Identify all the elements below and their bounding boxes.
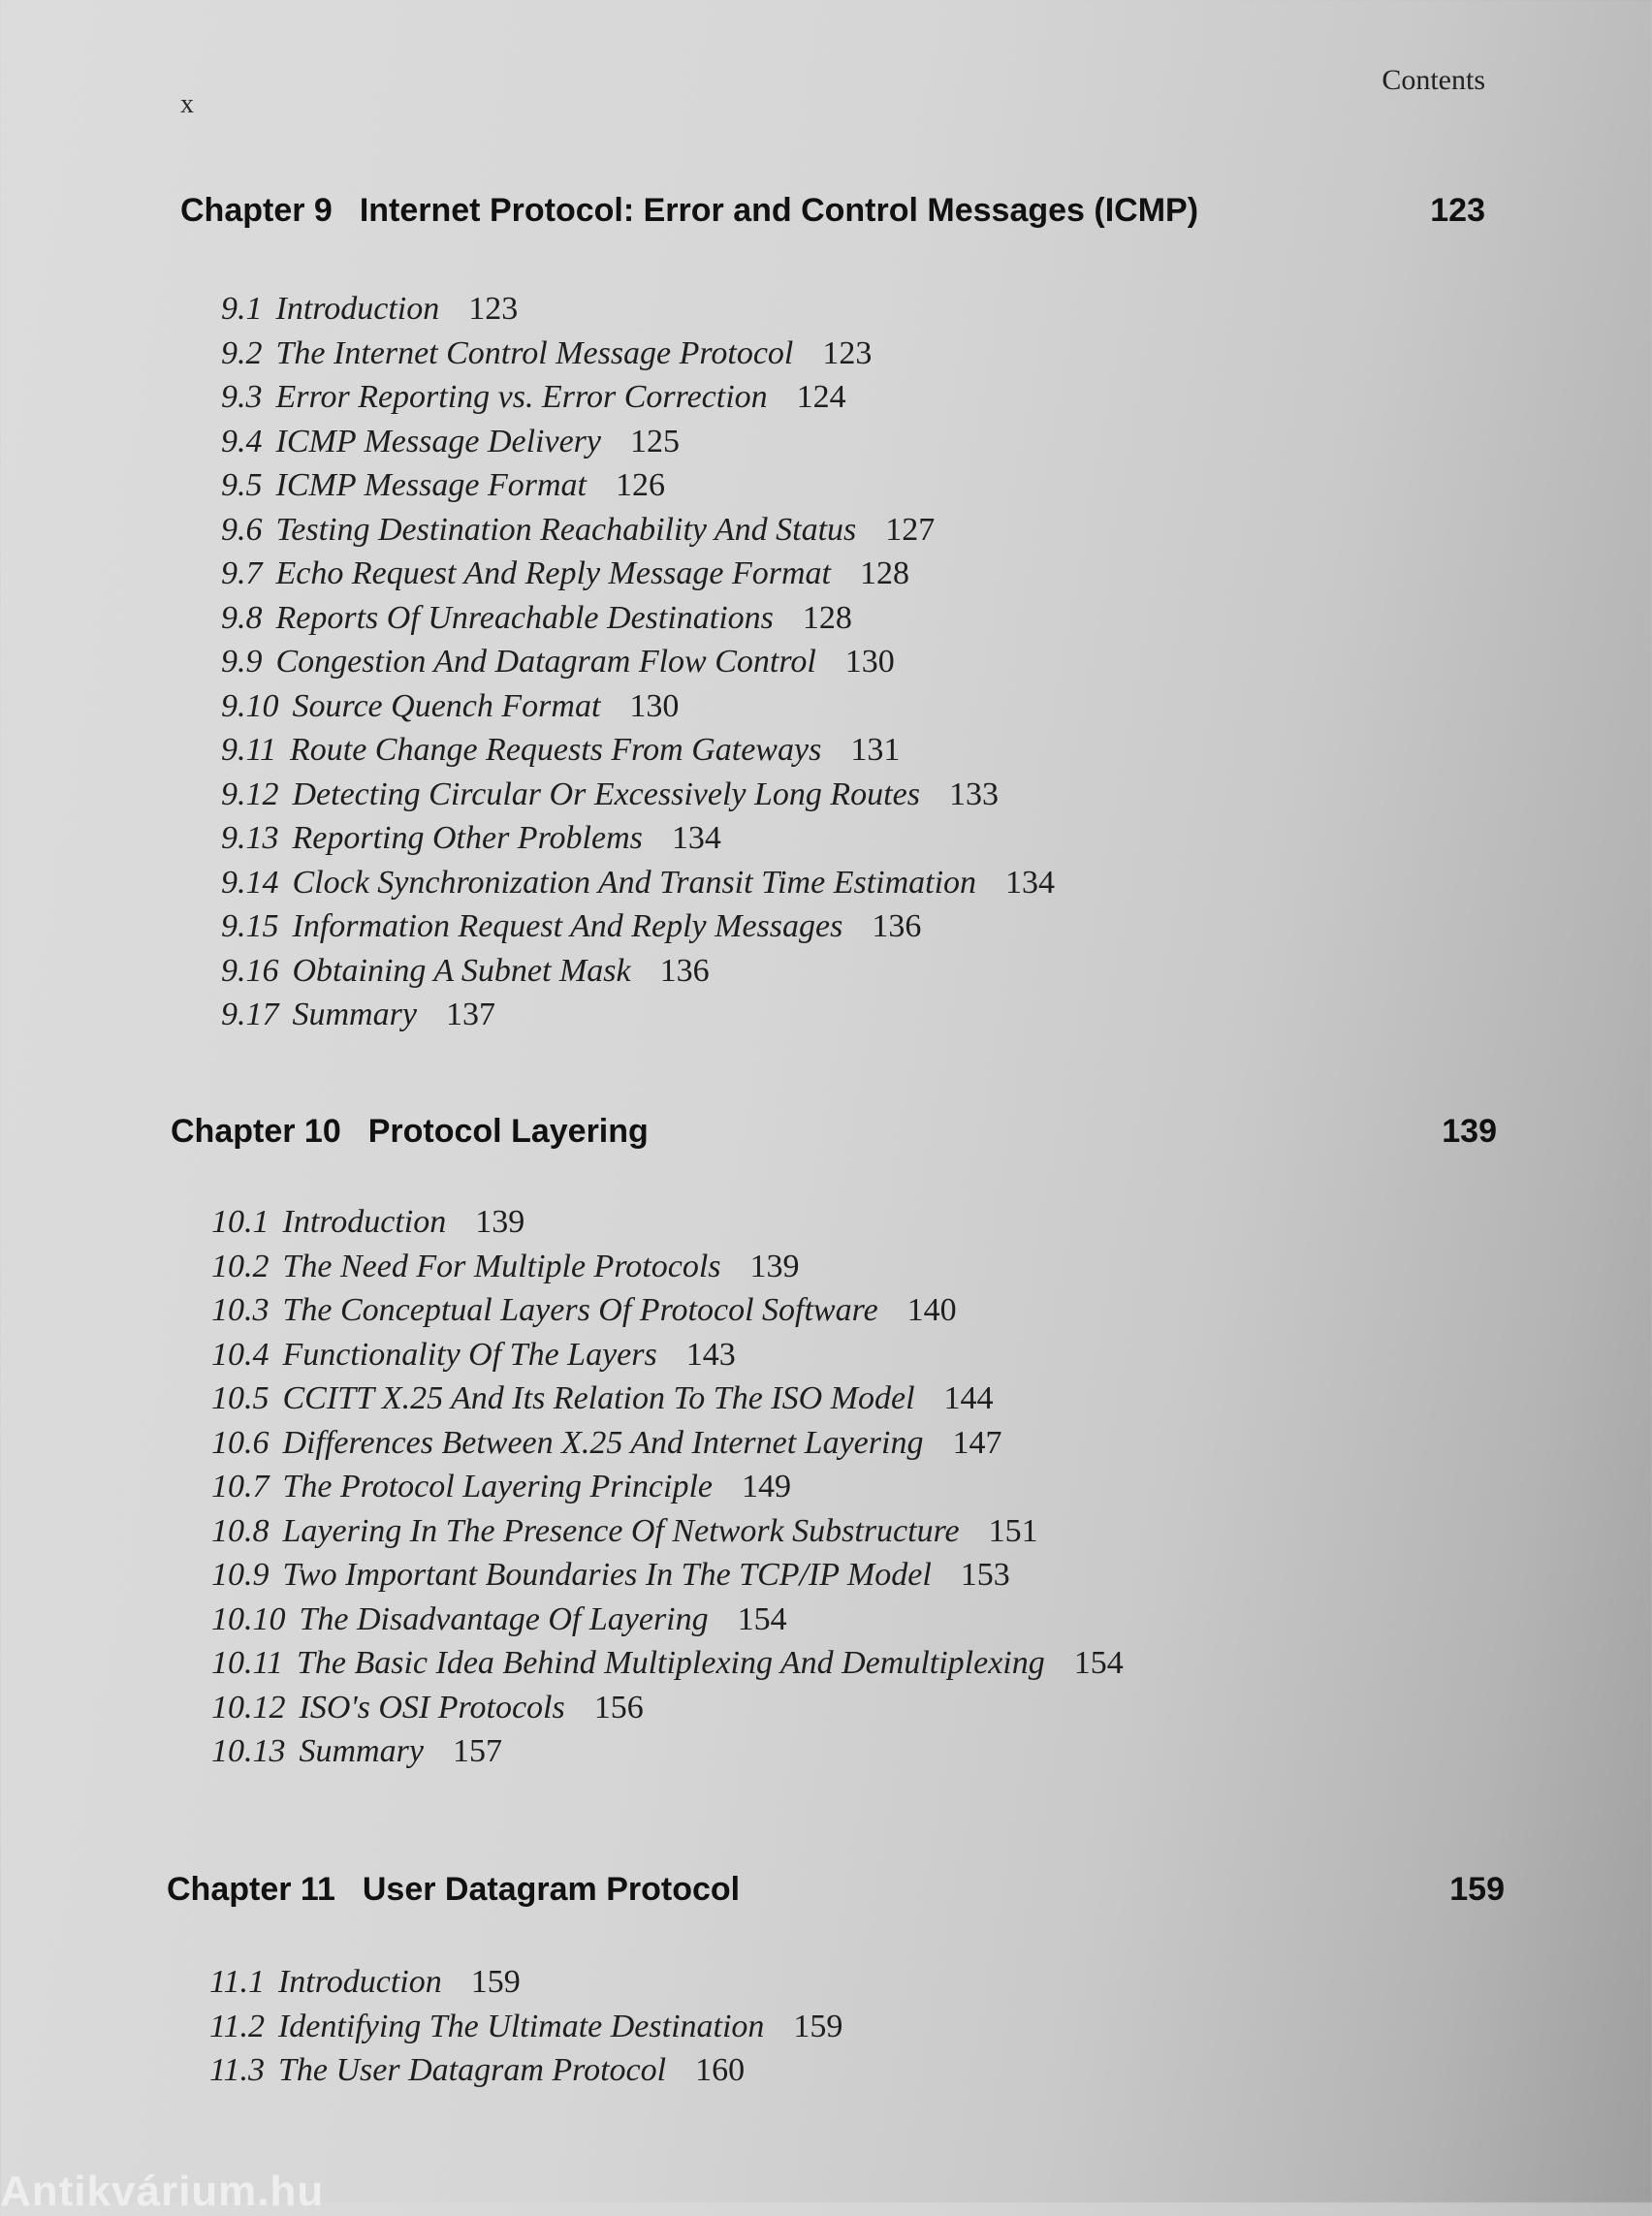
section-page: 137 [445, 997, 495, 1032]
section-number: 9.17 [221, 997, 279, 1032]
section-title: The User Datagram Protocol [277, 2052, 667, 2088]
section-page: 134 [671, 820, 721, 856]
section-title: Information Request And Reply Messages [292, 908, 843, 944]
section-title: Functionality Of The Layers [282, 1336, 657, 1373]
section-number: 10.4 [211, 1336, 270, 1373]
section-number: 10.1 [211, 1204, 270, 1240]
section-page: 147 [952, 1424, 1002, 1461]
section-page: 125 [629, 423, 680, 459]
section-page: 133 [948, 776, 999, 812]
chapter-heading [171, 1113, 1497, 1161]
section-title: Introduction [282, 1204, 447, 1240]
toc-entry [221, 640, 1055, 684]
toc-entry [221, 684, 1055, 729]
section-number: 11.1 [209, 1964, 265, 2000]
section-title: The Basic Idea Behind Multiplexing And Demultiplexing [296, 1645, 1045, 1681]
section-title: Echo Request And Reply Message Format [275, 555, 832, 591]
section-number: 10.6 [211, 1424, 270, 1461]
toc-entry [211, 1641, 1124, 1686]
chapter-title: Protocol Layering [367, 1113, 649, 1150]
toc-entry [211, 1288, 1124, 1333]
toc-entry [221, 993, 1055, 1037]
section-number: 10.8 [211, 1512, 270, 1549]
chapter-heading [180, 192, 1485, 240]
section-title: Reporting Other Problems [292, 820, 643, 856]
section-page: 157 [452, 1733, 502, 1769]
section-title: Identifying The Ultimate Destination [277, 2008, 765, 2044]
section-number: 11.3 [209, 2052, 265, 2088]
page-number: x [180, 89, 194, 119]
section-page: 151 [988, 1512, 1038, 1549]
section-title: Error Reporting vs. Error Correction [275, 379, 768, 415]
section-number: 9.7 [221, 555, 263, 591]
section-number: 9.6 [221, 511, 263, 548]
section-title: Two Important Boundaries In The TCP/IP Model [282, 1557, 932, 1593]
section-list [221, 287, 1055, 1037]
toc-entry [221, 552, 1055, 596]
section-title: The Disadvantage Of Layering [299, 1600, 709, 1637]
section-page: 136 [659, 952, 710, 989]
toc-entry [221, 596, 1055, 641]
section-page: 128 [802, 599, 852, 636]
toc-entry [211, 1509, 1124, 1554]
chapter-number: Chapter 11 [167, 1871, 335, 1908]
section-page: 128 [860, 555, 910, 591]
toc-entry [211, 1553, 1124, 1598]
section-number: 9.4 [221, 423, 263, 459]
toc-entry [209, 2048, 842, 2093]
chapter-title: User Datagram Protocol [362, 1871, 741, 1908]
toc-entry [221, 463, 1055, 508]
toc-entry [221, 420, 1055, 464]
section-list [209, 1960, 842, 2093]
section-page: 136 [872, 908, 922, 944]
toc-entry [221, 904, 1055, 949]
section-title: Summary [299, 1733, 424, 1769]
section-title: Differences Between X.25 And Internet Layering [282, 1424, 924, 1461]
section-number: 9.5 [221, 467, 263, 503]
toc-entry [221, 816, 1055, 861]
section-page: 140 [906, 1292, 957, 1328]
section-title: The Protocol Layering Principle [282, 1469, 714, 1504]
section-page: 130 [629, 687, 680, 724]
toc-entry [209, 2005, 842, 2049]
section-title: ISO's OSI Protocols [299, 1689, 565, 1725]
section-page: 126 [615, 467, 665, 503]
section-number: 10.9 [211, 1557, 270, 1593]
section-page: 127 [885, 511, 936, 548]
section-number: 10.2 [211, 1248, 270, 1284]
section-number: 9.9 [221, 644, 263, 680]
section-title: ICMP Message Delivery [275, 423, 601, 459]
section-title: Testing Destination Reachability And Status [275, 511, 857, 548]
section-page: 131 [850, 732, 901, 768]
toc-entry [211, 1686, 1124, 1730]
toc-entry [221, 375, 1055, 420]
section-title: Summary [292, 997, 417, 1032]
section-number: 10.10 [211, 1600, 286, 1637]
section-page: 123 [468, 291, 519, 327]
section-page: 134 [1005, 864, 1056, 901]
section-number: 10.13 [211, 1733, 286, 1769]
section-page: 159 [470, 1964, 521, 2000]
toc-entry [209, 1960, 842, 2005]
section-title: Congestion And Datagram Flow Control [275, 644, 816, 680]
section-number: 9.16 [221, 952, 279, 989]
section-number: 10.7 [211, 1469, 270, 1504]
section-number: 9.14 [221, 864, 279, 901]
toc-entry [211, 1465, 1124, 1509]
section-number: 9.1 [221, 291, 263, 327]
section-number: 9.2 [221, 334, 263, 371]
toc-entry [221, 773, 1055, 817]
section-title: Obtaining A Subnet Mask [292, 952, 631, 989]
toc-entry [221, 287, 1055, 332]
section-title: CCITT X.25 And Its Relation To The ISO Model [282, 1380, 915, 1416]
section-title: Source Quench Format [292, 687, 601, 724]
section-page: 159 [793, 2008, 843, 2044]
chapter-number: Chapter 9 [180, 192, 333, 229]
section-title: Detecting Circular Or Excessively Long Routes [292, 776, 920, 812]
section-number: 9.10 [221, 687, 279, 724]
section-page: 123 [822, 334, 873, 371]
toc-entry [211, 1729, 1124, 1774]
section-title: Reports Of Unreachable Destinations [275, 599, 774, 636]
section-page: 139 [749, 1248, 800, 1284]
chapter-page: 139 [1442, 1113, 1497, 1150]
section-title: Layering In The Presence Of Network Substructure [282, 1512, 960, 1549]
section-number: 11.2 [209, 2008, 265, 2044]
section-page: 160 [695, 2052, 746, 2088]
toc-entry [211, 1200, 1124, 1245]
section-number: 9.11 [221, 732, 276, 768]
section-page: 154 [737, 1600, 787, 1637]
toc-entry [211, 1377, 1124, 1421]
section-title: Introduction [277, 1964, 442, 2000]
section-number: 10.12 [211, 1689, 286, 1725]
section-title: Route Change Requests From Gateways [289, 732, 822, 768]
section-title: Clock Synchronization And Transit Time Estimation [292, 864, 977, 901]
section-page: 144 [943, 1380, 994, 1416]
section-list [211, 1200, 1124, 1774]
section-number: 9.3 [221, 379, 263, 415]
section-number: 9.13 [221, 820, 279, 856]
section-page: 124 [796, 379, 846, 415]
toc-entry [211, 1333, 1124, 1377]
running-header: Contents [1382, 64, 1485, 96]
section-title: The Internet Control Message Protocol [275, 334, 794, 371]
section-number: 10.11 [211, 1645, 283, 1681]
toc-entry [211, 1245, 1124, 1289]
toc-entry [211, 1421, 1124, 1466]
toc-entry [221, 508, 1055, 553]
chapter-page: 159 [1449, 1871, 1505, 1908]
section-page: 154 [1073, 1645, 1124, 1681]
section-title: The Need For Multiple Protocols [282, 1248, 721, 1284]
chapter-heading [167, 1871, 1505, 1919]
section-title: Introduction [275, 291, 440, 327]
section-number: 10.3 [211, 1292, 270, 1328]
section-page: 143 [685, 1336, 736, 1373]
section-number: 9.12 [221, 776, 279, 812]
watermark: Antikvárium.hu [0, 2168, 325, 2215]
section-number: 10.5 [211, 1380, 270, 1416]
section-page: 149 [742, 1469, 792, 1504]
section-title: ICMP Message Format [275, 467, 587, 503]
chapter-page: 123 [1430, 192, 1485, 229]
toc-entry [221, 861, 1055, 905]
section-number: 9.8 [221, 599, 263, 636]
chapter-title: Internet Protocol: Error and Control Messages (ICMP) [359, 192, 1199, 229]
toc-entry [211, 1598, 1124, 1642]
section-page: 153 [960, 1557, 1010, 1593]
section-page: 139 [475, 1204, 525, 1240]
section-number: 9.15 [221, 908, 279, 944]
section-page: 156 [593, 1689, 644, 1725]
toc-entry [221, 728, 1055, 773]
toc-entry [221, 949, 1055, 994]
section-title: The Conceptual Layers Of Protocol Software [282, 1292, 878, 1328]
chapter-number: Chapter 10 [171, 1113, 341, 1150]
toc-entry [221, 332, 1055, 376]
section-page: 130 [844, 644, 895, 680]
